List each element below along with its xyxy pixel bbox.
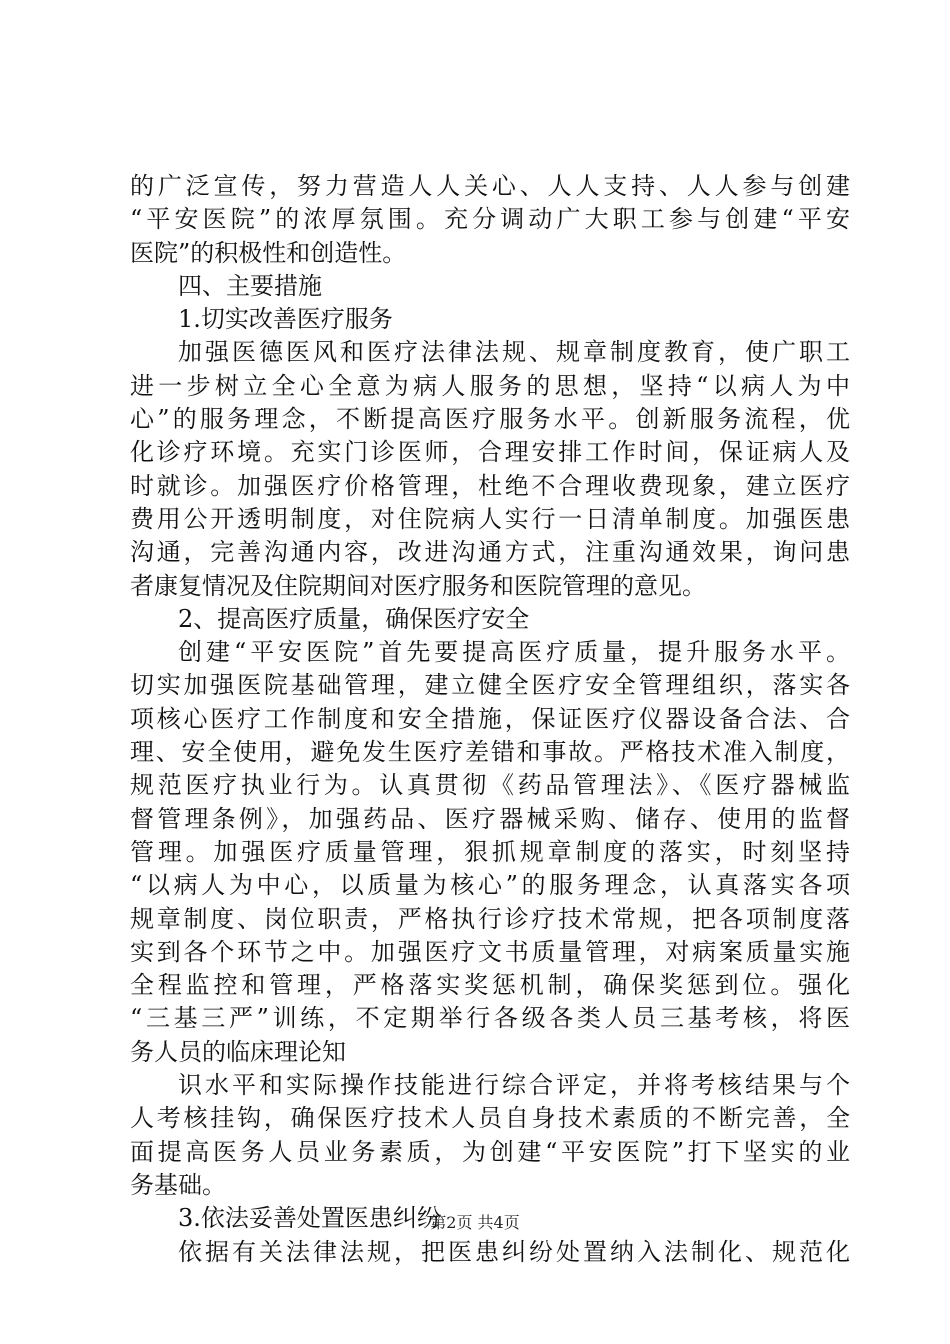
text-line: 化诊疗环境。充实门诊医师，合理安排工作时间，保证病人及 bbox=[130, 438, 850, 467]
text-line: 务人员的临床理论知 bbox=[130, 1037, 346, 1066]
text-line: 识水平和实际操作技能进行综合评定，并将考核结果与个 bbox=[178, 1071, 850, 1100]
text-line: 费用公开透明制度，对住院病人实行一日清单制度。加强医患 bbox=[130, 504, 850, 533]
text-line: 3.依法妥善处置医患纠纷 bbox=[178, 1204, 441, 1233]
text-line: 加强医德医风和医疗法律法规、规章制度教育，使广职工 bbox=[178, 338, 850, 367]
text-line: 心”的服务理念，不断提高医疗服务水平。创新服务流程，优 bbox=[130, 405, 850, 434]
text-line: 切实加强医院基础管理，建立健全医疗安全管理组织，落实各 bbox=[130, 671, 850, 700]
text-line: 沟通，完善沟通内容，改进沟通方式，注重沟通效果，询问患 bbox=[130, 538, 850, 567]
text-line: 务基础。 bbox=[130, 1170, 226, 1199]
text-line: 者康复情况及住院期间对医疗服务和医院管理的意见。 bbox=[130, 571, 706, 600]
text-line: 规范医疗执业行为。认真贯彻《药品管理法》、《医疗器械监 bbox=[130, 771, 850, 800]
text-line: 时就诊。加强医疗价格管理，杜绝不合理收费现象，建立医疗 bbox=[130, 471, 850, 500]
text-line: 管理。加强医疗质量管理，狠抓规章制度的落实，时刻坚持 bbox=[130, 837, 850, 866]
text-line: 1.切实改善医疗服务 bbox=[178, 305, 393, 334]
text-line: 面提高医务人员业务素质，为创建“平安医院”打下坚实的业 bbox=[130, 1137, 850, 1166]
page-footer: 第2页 共4页 bbox=[430, 1213, 520, 1232]
text-line: “以病人为中心，以质量为核心”的服务理念，认真落实各项 bbox=[130, 871, 850, 900]
text-line: 进一步树立全心全意为病人服务的思想，坚持“以病人为中 bbox=[130, 371, 850, 400]
text-line: 人考核挂钩，确保医疗技术人员自身技术素质的不断完善，全 bbox=[130, 1104, 850, 1133]
text-line: 医院”的积极性和创造性。 bbox=[130, 238, 407, 267]
document-body bbox=[130, 170, 850, 1269]
text-line: 督管理条例》，加强药品、医疗器械采购、储存、使用的监督 bbox=[130, 804, 850, 833]
text-line: 四、主要措施 bbox=[178, 271, 322, 300]
text-line: 创建“平安医院”首先要提高医疗质量，提升服务水平。 bbox=[178, 638, 850, 667]
text-line: 全程监控和管理，严格落实奖惩机制，确保奖惩到位。强化 bbox=[130, 971, 850, 1000]
text-line: 实到各个环节之中。加强医疗文书质量管理，对病案质量实施 bbox=[130, 937, 850, 966]
text-line: “三基三严”训练，不定期举行各级各类人员三基考核，将医 bbox=[130, 1004, 850, 1033]
text-line: 的广泛宣传，努力营造人人关心、人人支持、人人参与创建 bbox=[130, 172, 850, 200]
text-line: 理、安全使用，避免发生医疗差错和事故。严格技术准入制度， bbox=[130, 738, 850, 767]
text-line: “平安医院”的浓厚氛围。充分调动广大职工参与创建“平安 bbox=[130, 205, 850, 234]
text-line: 项核心医疗工作制度和安全措施，保证医疗仪器设备合法、合 bbox=[130, 704, 850, 733]
text-line: 规章制度、岗位职责，严格执行诊疗技术常规，把各项制度落 bbox=[130, 904, 850, 933]
text-line: 依据有关法律法规，把医患纠纷处置纳入法制化、规范化 bbox=[178, 1237, 850, 1266]
text-line: 2、提高医疗质量，确保医疗安全 bbox=[178, 604, 530, 633]
